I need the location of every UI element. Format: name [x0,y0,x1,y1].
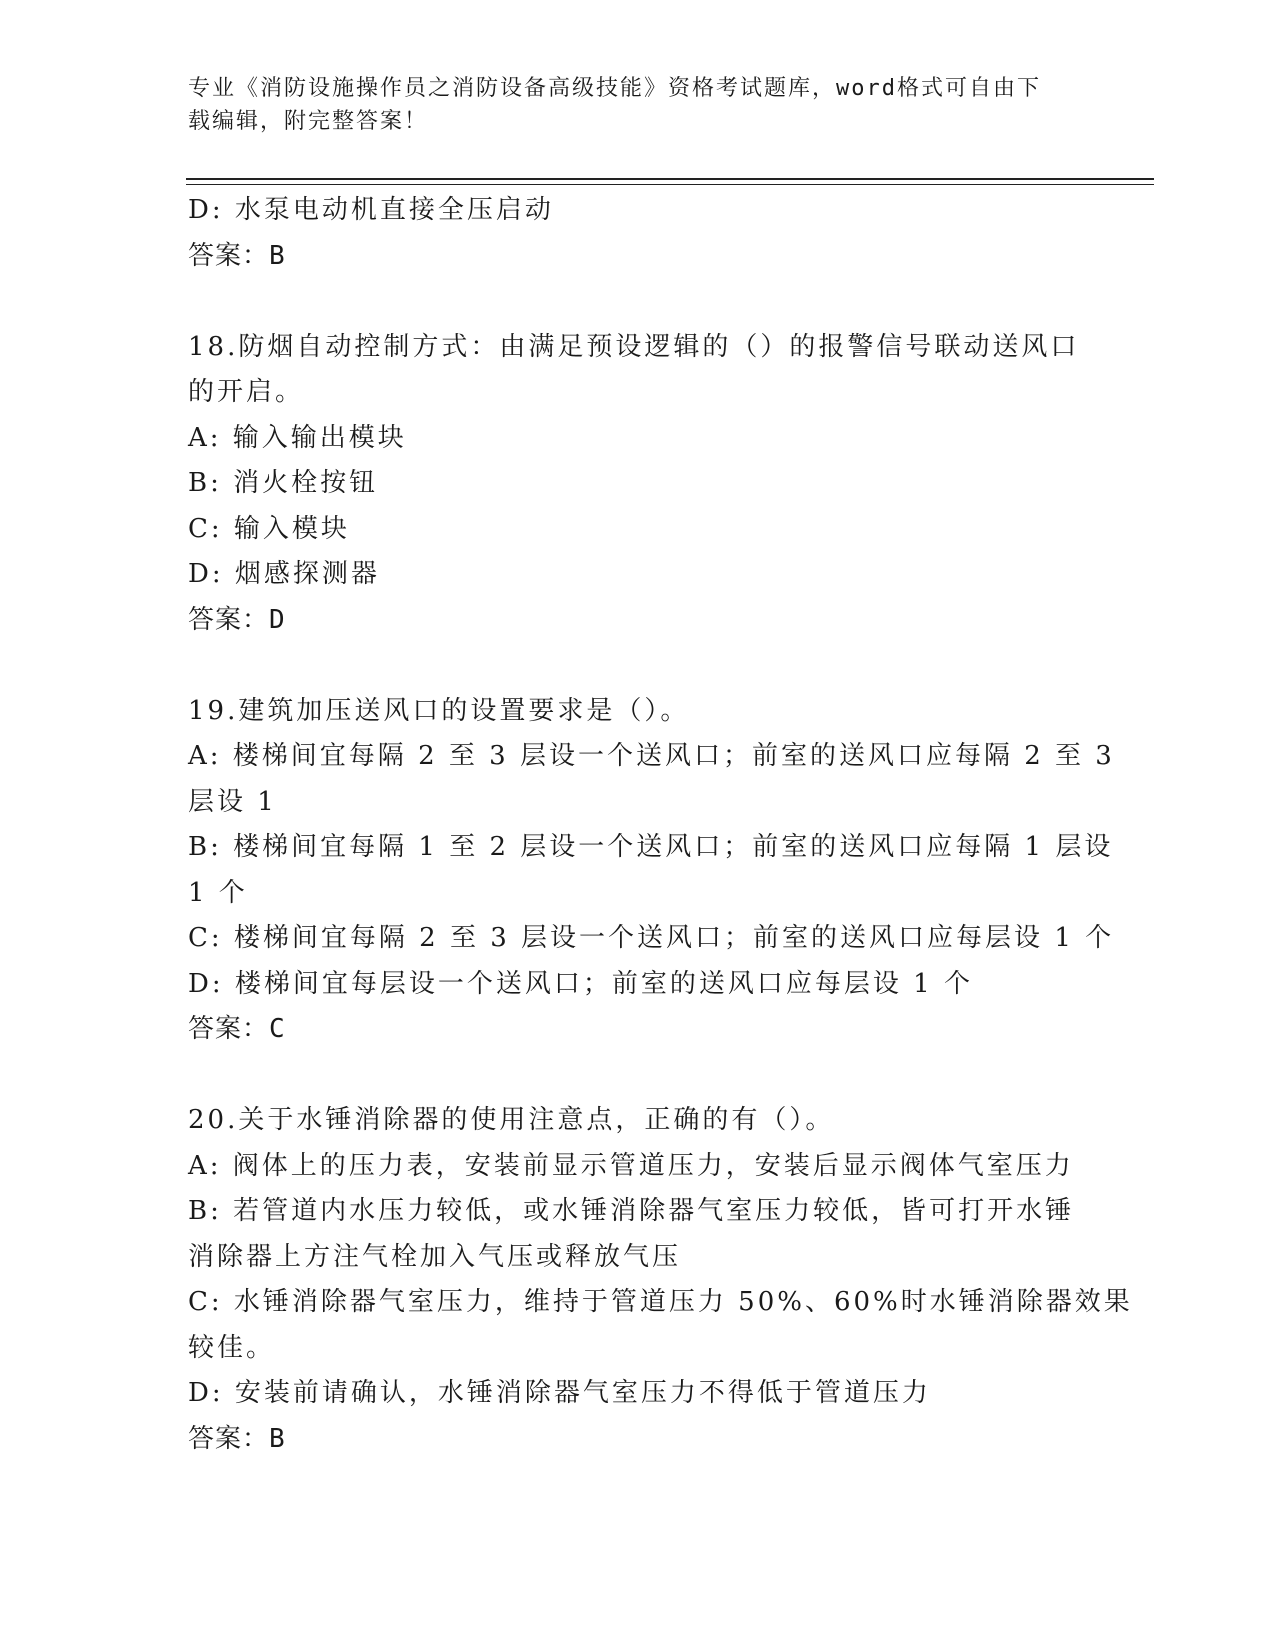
option-d: D: 水泵电动机直接全压启动 [188,195,554,225]
option-b: B: 楼梯间宜每隔 1 至 2 层设一个送风口；前室的送风口应每隔 1 层设 [188,832,1114,862]
question-stem: 20.关于水锤消除器的使用注意点，正确的有（）。 [188,1105,835,1135]
spacer [188,643,1088,689]
question-20 [188,1098,1133,1462]
option-c-cont: 较佳。 [188,1332,276,1363]
question-list [188,188,1133,1462]
answer-label: 答案：D [188,604,286,635]
option-d: D: 烟感探测器 [188,559,380,589]
header-divider-thin [186,184,1154,185]
document-header [188,72,1068,138]
spacer [188,279,1088,325]
question-18 [188,325,1088,644]
option-a: A: 阀体上的压力表，安装前显示管道压力，安装后显示阀体气室压力 [188,1150,1074,1181]
option-b-cont: 消除器上方注气栓加入气压或释放气压 [188,1241,682,1272]
option-c: C: 楼梯间宜每隔 2 至 3 层设一个送风口；前室的送风口应每层设 1 个 [188,923,1115,953]
option-b: B: 消火栓按钮 [188,468,379,498]
option-b-cont: 1 个 [188,877,248,908]
option-d: D: 安装前请确认，水锤消除器气室压力不得低于管道压力 [188,1378,931,1408]
option-c: C: 输入模块 [188,513,350,544]
answer-label: 答案：B [188,240,286,271]
question-stem: 19.建筑加压送风口的设置要求是（）。 [188,695,690,726]
question-stem-cont: 的开启。 [188,377,305,407]
answer-label: 答案：B [188,1423,286,1454]
answer-label: 答案：C [188,1014,286,1044]
option-a-cont: 层设 1 [188,786,277,817]
option-d: D: 楼梯间宜每层设一个送风口；前室的送风口应每层设 1 个 [188,968,973,999]
header-line-2: 载编辑，附完整答案！ [188,109,429,134]
question-19 [188,689,1115,1053]
option-c: C: 水锤消除器气室压力，维持于管道压力 50%、60%时水锤消除器效果 [188,1287,1133,1317]
question-17-tail [188,188,1088,279]
header-divider-thick [186,178,1154,180]
option-b: B: 若管道内水压力较低，或水锤消除器气室压力较低，皆可打开水锤 [188,1196,1075,1226]
question-stem: 18.防烟自动控制方式：由满足预设逻辑的（）的报警信号联动送风口 [188,331,1080,362]
spacer [188,1053,1088,1099]
header-line-1: 专业《消防设施操作员之消防设备高级技能》资格考试题库，word格式可自由下 [188,76,1041,101]
option-a: A: 楼梯间宜每隔 2 至 3 层设一个送风口；前室的送风口应每隔 2 至 3 [188,741,1115,771]
option-a: A: 输入输出模块 [188,422,407,453]
